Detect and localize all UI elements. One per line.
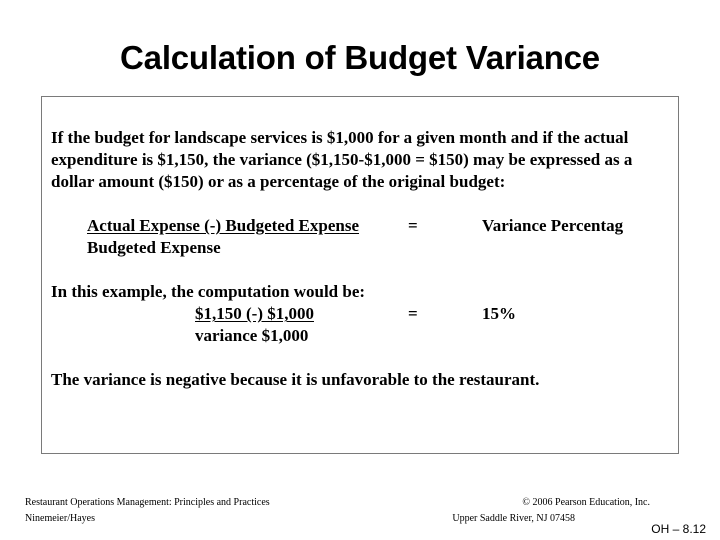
example-result: 15%	[482, 304, 516, 323]
formula-result: Variance Percentag	[482, 216, 624, 235]
formula-numerator: Actual Expense (-) Budgeted Expense	[87, 216, 360, 235]
example-equals: =	[408, 304, 418, 323]
conclusion-text: The variance is negative because it is unfavorable to the restaurant.	[51, 370, 540, 389]
paragraph-line-3: dollar amount ($150) or as a percentage of the original budget:	[51, 172, 506, 191]
formula-equals: =	[408, 216, 418, 235]
slide-number: OH – 8.12	[651, 522, 706, 536]
footer-copyright: © 2006 Pearson Education, Inc.	[522, 497, 650, 508]
footer-publisher-location: Upper Saddle River, NJ 07458	[452, 513, 575, 524]
example-numerator: $1,150 (-) $1,000	[195, 304, 314, 323]
formula-denominator: Budgeted Expense	[87, 238, 221, 257]
paragraph-line-2: expenditure is $1,150, the variance ($1,150-$1,000 = $150) may be expressed as a	[51, 150, 633, 169]
footer-book-title: Restaurant Operations Management: Principles and Practices	[25, 497, 270, 508]
paragraph-line-1: If the budget for landscape services is $1,000 for a given month and if the actual	[51, 128, 629, 147]
footer-authors: Ninemeier/Hayes	[25, 513, 95, 524]
example-denominator: variance $1,000	[195, 326, 309, 345]
example-intro: In this example, the computation would be:	[51, 282, 366, 301]
slide-title: Calculation of Budget Variance	[120, 39, 600, 76]
